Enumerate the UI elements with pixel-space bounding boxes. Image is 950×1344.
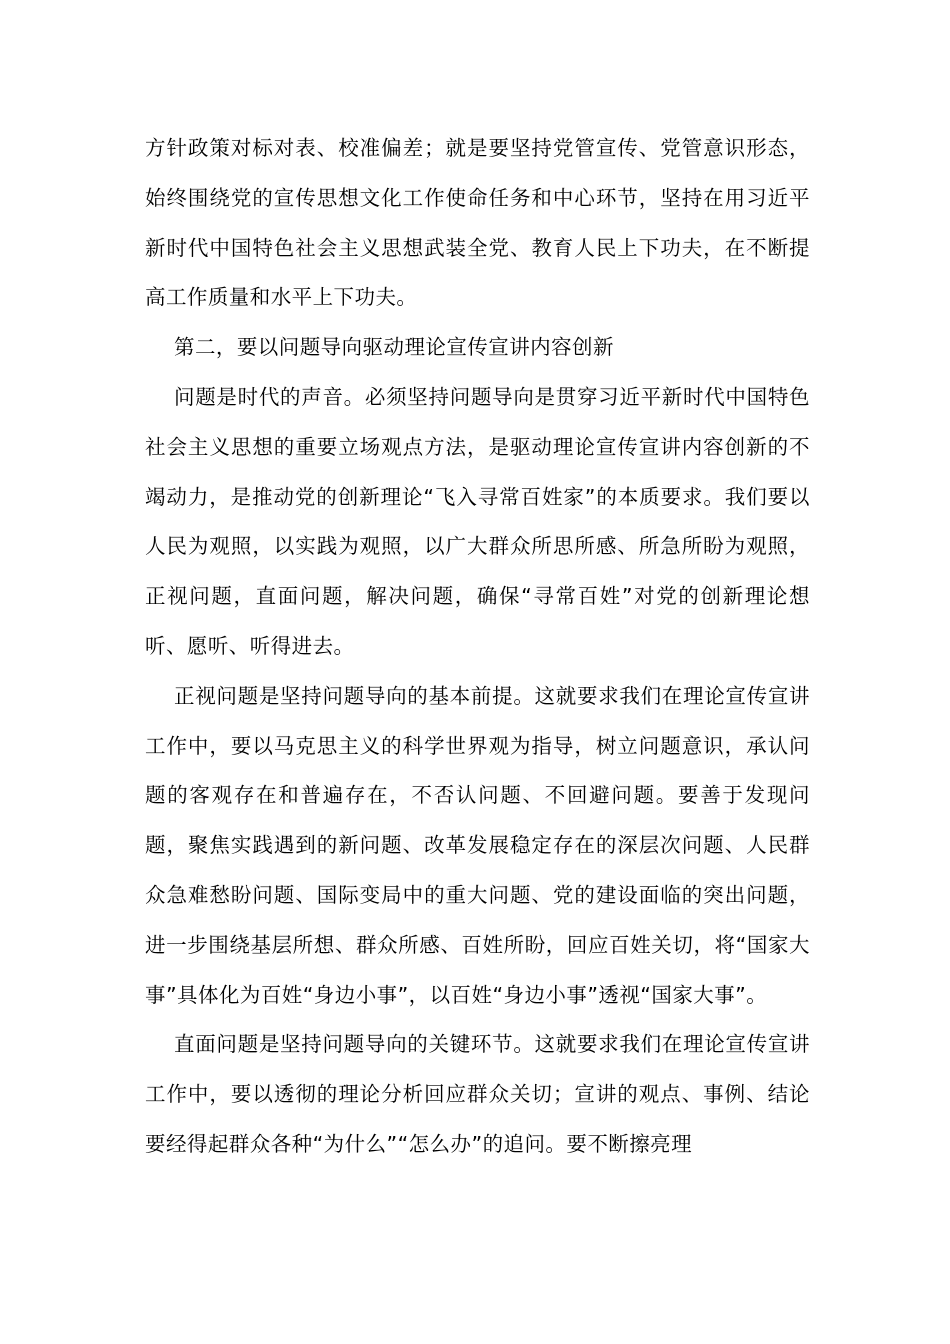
paragraph-continuation: 方针政策对标对表、校准偏差；就是要坚持党管宣传、党管意识形态，始终围绕党的宣传思想文化工作使命任务和中心环节，坚持在用习近平新时代中国特色社会主义思想武装全党、教育人民上下功夫，在不断提高工作质量和水平上下功夫。 bbox=[145, 136, 810, 310]
paragraph-confront-problems: 直面问题是坚持问题导向的关键环节。这就要求我们在理论宣传宣讲工作中，要以透彻的理论分析回应群众关切；宣讲的观点、事例、结论要经得起群众各种“为什么”“怎么办”的追问。要不断擦亮理 bbox=[145, 1032, 810, 1156]
paragraph-problem-voice: 问题是时代的声音。必须坚持问题导向是贯穿习近平新时代中国特色社会主义思想的重要立场观点方法，是驱动理论宣传宣讲内容创新的不竭动力，是推动党的创新理论“飞入寻常百姓家”的本质要求。我们要以人民为观照，以实践为观照，以广大群众所思所感、所急所盼为观照，正视问题，直面问题，解决问题，确保“寻常百姓”对党的创新理论想听、愿听、听得进去。 bbox=[145, 384, 810, 658]
paragraph-face-problems: 正视问题是坚持问题导向的基本前提。这就要求我们在理论宣传宣讲工作中，要以马克思主义的科学世界观为指导，树立问题意识，承认问题的客观存在和普遍存在，不否认问题、不回避问题。要善于发现问题，聚焦实践遇到的新问题、改革发展稳定存在的深层次问题、人民群众急难愁盼问题、国际变局中的重大问题、党的建设面临的突出问题，进一步围绕基层所想、群众所感、百姓所盼，回应百姓关切，将“国家大事”具体化为百姓“身边小事”，以百姓“身边小事”透视“国家大事”。 bbox=[145, 683, 810, 1007]
document-body bbox=[145, 124, 810, 1170]
section-heading: 第二，要以问题导向驱动理论宣传宣讲内容创新 bbox=[174, 335, 614, 360]
